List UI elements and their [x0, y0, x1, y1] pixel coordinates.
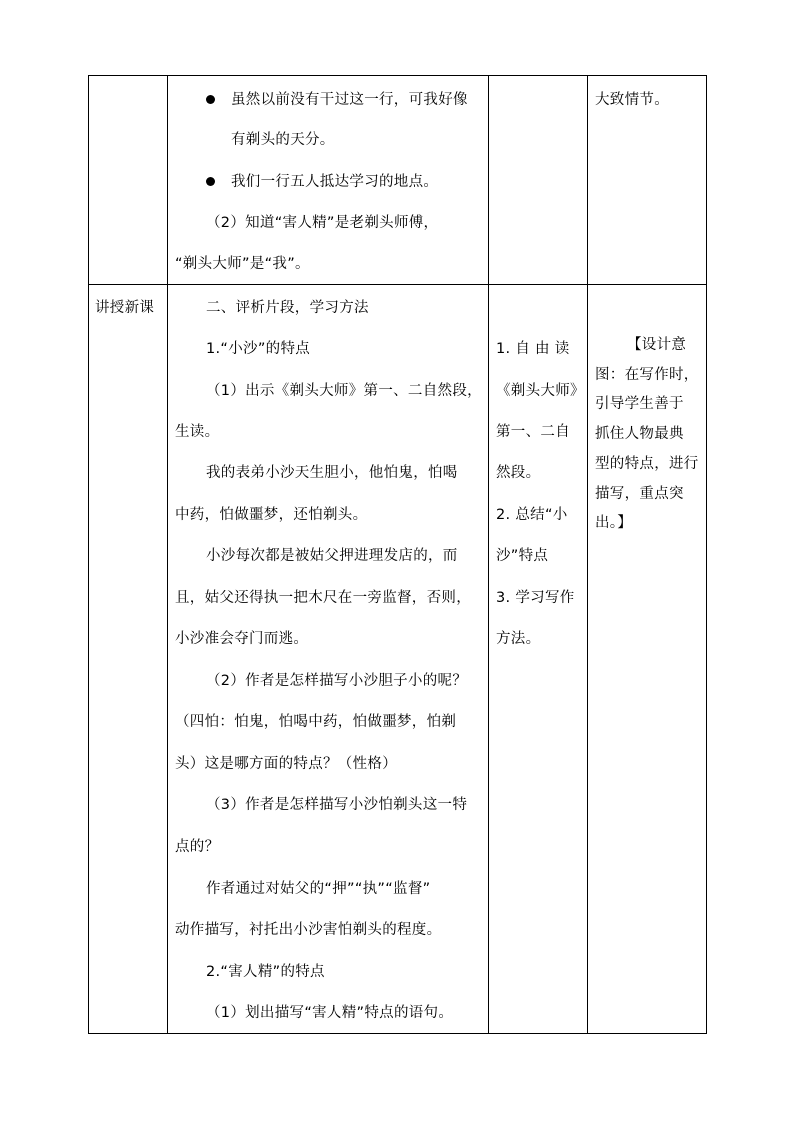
activity-line: 沙”特点 [496, 548, 549, 564]
activity-line: 3. 学习写作 [496, 590, 575, 606]
section-label: 讲授新课 [95, 300, 155, 316]
text-line: 小沙每次都是被姑父押进理发店的，而 [206, 548, 458, 564]
bullet-item-2: 我们一行五人抵达学习的地点。 [231, 174, 439, 190]
table-col-divider-3 [587, 75, 588, 1034]
bullet-item-1-line2: 有剃头的天分。 [231, 132, 335, 148]
design-note-line: 引导学生善于 [595, 396, 684, 412]
text-line: 头）这是哪方面的特点？（性格） [175, 756, 397, 772]
design-note-line: 【设计意 [627, 337, 687, 353]
table-col-divider-1 [167, 75, 168, 1034]
activity-line: 2. 总结“小 [496, 507, 568, 523]
table-border-left [88, 75, 89, 1034]
text-line: 二、评析片段，学习方法 [206, 300, 369, 316]
text-line: （3）作者是怎样描写小沙怕剃头这一特 [206, 797, 468, 813]
text-line: 小沙准会夺门而逃。 [175, 631, 309, 647]
text-line: 点的？ [175, 839, 220, 855]
design-note-line: 描写，重点突 [595, 486, 684, 502]
text-line: （1）划出描写“害人精”特点的语句。 [206, 1005, 454, 1021]
bullet-item-1-line1: 虽然以前没有干过这一行，可我好像 [231, 92, 468, 108]
table-border-top [88, 75, 707, 76]
activity-line: 方法。 [496, 631, 541, 647]
design-note-line: 出。】 [595, 515, 633, 531]
paragraph-line: “剃头大师”是“我”。 [175, 256, 310, 272]
bullet-icon [206, 177, 215, 186]
text-line: 生读。 [175, 424, 220, 440]
text-line: （2）作者是怎样描写小沙胆子小的呢？ [206, 673, 468, 689]
text-line: （1）出示《剃头大师》第一、二自然段， [206, 383, 482, 399]
table-border-bottom [88, 1033, 707, 1034]
text-line: （四怕：怕鬼，怕喝中药，怕做噩梦，怕剃 [175, 714, 457, 730]
design-note-line: 型的特点，进行 [595, 456, 699, 472]
design-note-line: 图：在写作时， [595, 367, 699, 383]
row1-note-cell: 大致情节。 [595, 92, 669, 108]
text-line: 且，姑父还得执一把木尺在一旁监督，否则， [175, 590, 471, 606]
activity-line: 1. 自 由 读 [496, 341, 570, 357]
text-line: 动作描写，衬托出小沙害怕剃头的程度。 [175, 922, 442, 938]
activity-line: 《剃头大师》 [496, 383, 585, 399]
text-line: 中药，怕做噩梦，还怕剃头。 [175, 507, 368, 523]
table-border-right [706, 75, 707, 1034]
paragraph-line: （2）知道“害人精”是老剃头师傅， [206, 215, 439, 231]
text-line: 作者通过对姑父的“押”“执”“监督” [206, 881, 431, 897]
table-row-divider [88, 284, 707, 285]
text-line: 我的表弟小沙天生胆小，他怕鬼，怕喝 [206, 465, 458, 481]
text-line: 2.“害人精”的特点 [206, 964, 325, 980]
design-note-line: 抓住人物最典 [595, 426, 684, 442]
activity-line: 然段。 [496, 465, 541, 481]
table-col-divider-2 [488, 75, 489, 1034]
text-line: 1.“小沙”的特点 [206, 341, 311, 357]
activity-line: 第一、二自 [496, 424, 570, 440]
bullet-icon [206, 95, 215, 104]
